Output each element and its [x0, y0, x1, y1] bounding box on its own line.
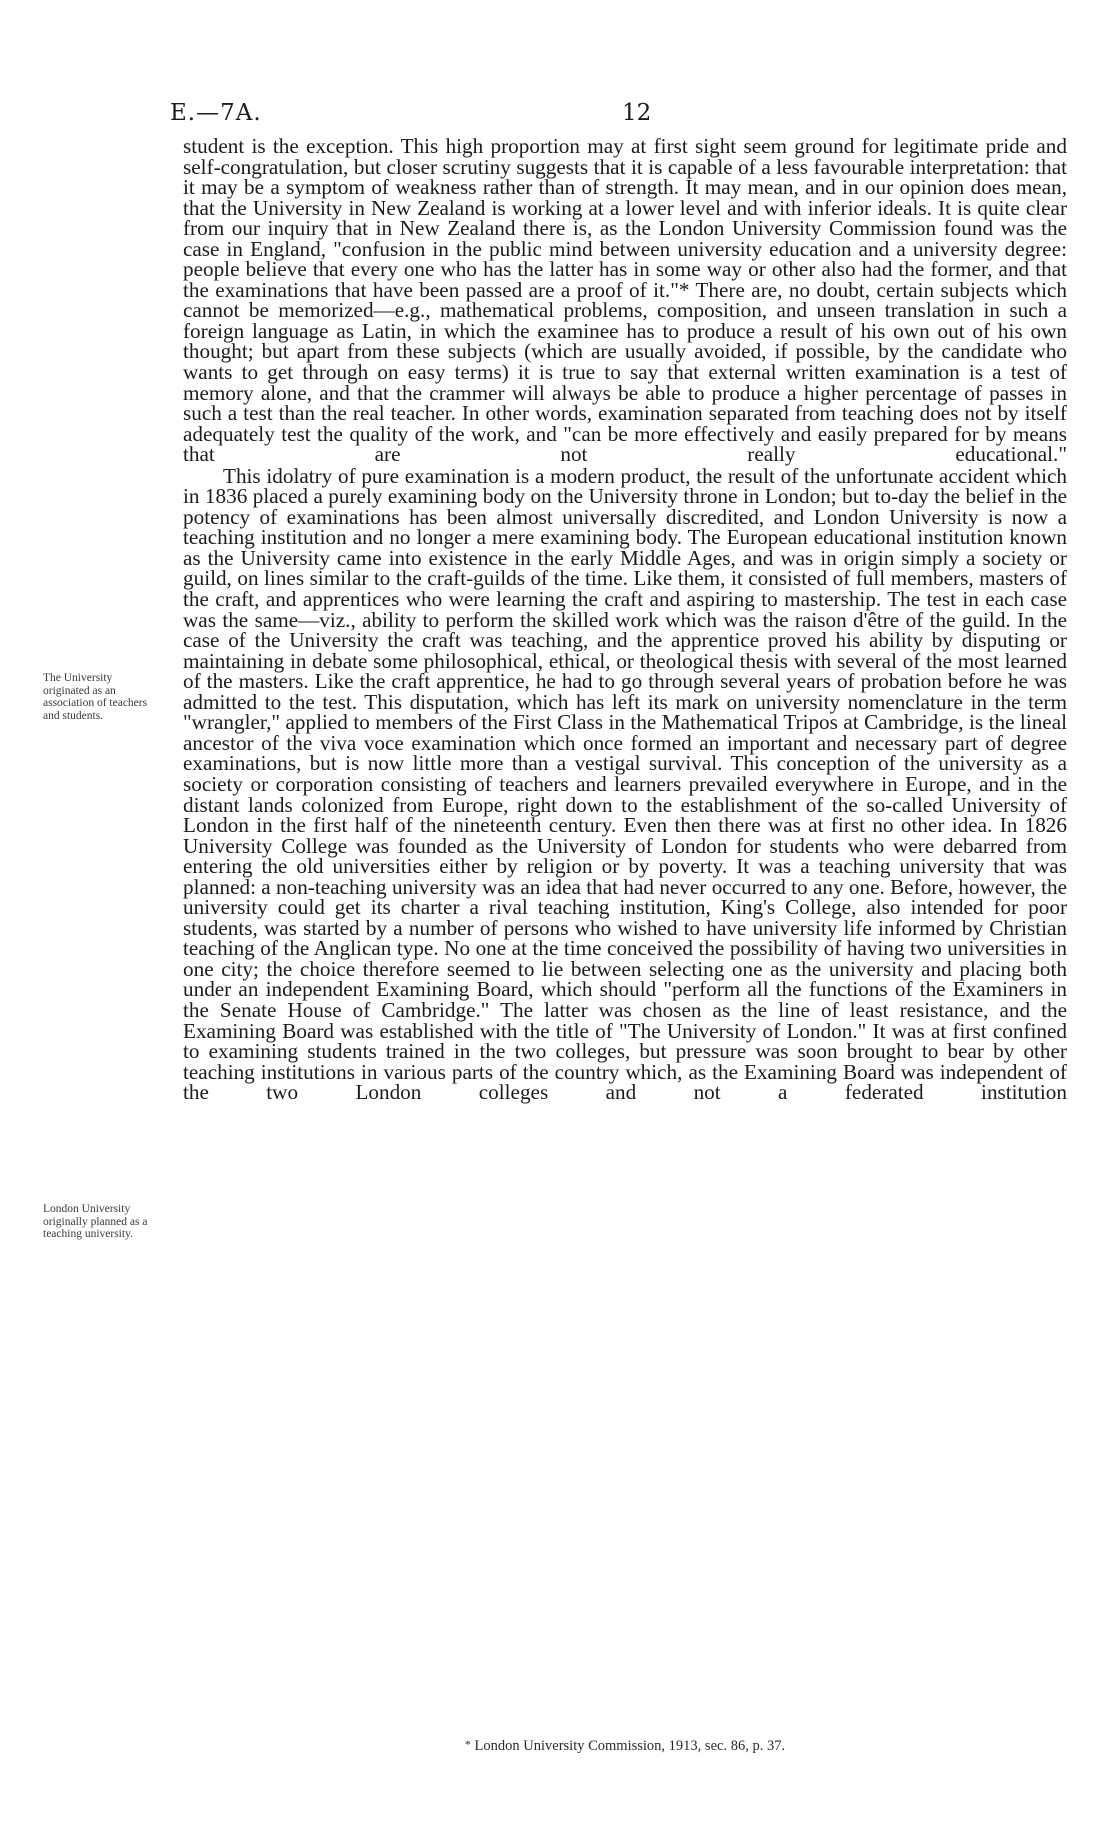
paragraph: student is the exception. This high proportion may at first sight seem ground for legitimate pride and self-congratulation, but closer scrutiny suggests that it is capable of a less favourable interpretation: that it may be a symptom of weakness rather than of strength. It may mean, and in our opinion does mean, that the University in New Zealand is working at a lower level and with inferior ideals. It is quite clear from our inquiry that in New Zealand there is, as the London University Commission found was the case in England, "confusion in the public mind between university education and a university degree: people believe that every one who has the latter has in some way or other also had the former, and that the examinations that have been passed are a proof of it."* There are, no doubt, certain subjects which cannot be memorized—e.g., mathematical problems, composition, and unseen translation in such a foreign language as Latin, in which the examinee has to produce a result of his own out of his own thought; but apart from these subjects (which are usually avoided, if possible, by the candidate who wants to get through on easy terms) it is true to say that external written examination is a test of memory alone, and that the crammer will always be able to produce a higher percentage of passes in such a test than the real teacher. In other words, examination separated from teaching does not by itself adequately test the quality of the work, and "can be more effectively and easily prepared for by means that are not really educational.": [183, 134, 1067, 467]
paragraph: This idolatry of pure examination is a modern product, the result of the unfortunate accident which in 1836 placed a purely examining body on the University throne in London; but to-day the belief in the potency of examinations has been almost universally discredited, and London University is now a teaching institution and no longer a mere examining body. The European educational institution known as the University came into existence in the early Middle Ages, and was in origin simply a society or guild, on lines similar to the craft-guilds of the time. Like them, it consisted of full members, masters of the craft, and apprentices who were learning the craft and aspiring to mastership. The test in each case was the same—viz., ability to perform the skilled work which was the raison d'être of the guild. In the case of the University the craft was teaching, and the apprentice proved his ability by disputing or maintaining in debate some philosophical, ethical, or theological thesis with several of the most learned of the masters. Like the craft apprentice, he had to go through several years of probation before he was admitted to the test. This disputation, which has left its mark on university nomenclature in the term "wrangler," applied to members of the First Class in the Mathematical Tripos at Cambridge, is the lineal ancestor of the viva voce examination which once formed an important and necessary part of degree examinations, but is now little more than a vestigal survival. This conception of the university as a society or corporation consisting of teachers and learners prevailed everywhere in Europe, and in the distant lands colonized from Europe, right down to the establishment of the so-called University of London in the first half of the nineteenth century. Even then there was at first no other idea. In 1826 University College was founded as the University of London for students who were debarred from entering the old universities either by religion or by poverty. It was a teaching university that was planned: a non-teaching university was an idea that had never occurred to any one. Before, however, the university could get its charter a rival teaching institution, King's College, also intended for poor students, was started by a number of persons who wished to have university life informed by Christian teaching of the Anglican type. No one at the time conceived the possibility of having two universities in one city; the choice therefore seemed to lie between selecting one as the university and placing both under an independent Examining Board, which should "perform all the functions of the Examiners in the Senate House of Cambridge." The latter was chosen as the line of least resistance, and the Examining Board was established with the title of "The University of London." It was at first confined to examining students trained in the two colleges, but pressure was soon brought to bear by other teaching institutions in various parts of the country which, as the Examining Board was independent of the two London colleges and not a federated institution: [183, 463, 1067, 1105]
body-text: [183, 136, 1067, 1103]
page-number: 12: [622, 100, 652, 126]
margin-note-london-university: London University originally planned as a teaching university.: [43, 1203, 148, 1240]
footnote-text: London University Commission, 1913, sec. 86, p. 37.: [474, 1738, 786, 1754]
footnote: [183, 1738, 1067, 1755]
margin-note-university-origin: The University originated as an association of teachers and students.: [43, 672, 148, 722]
footnote-marker: *: [464, 1737, 471, 1751]
document-code: E.—7A.: [170, 100, 262, 126]
